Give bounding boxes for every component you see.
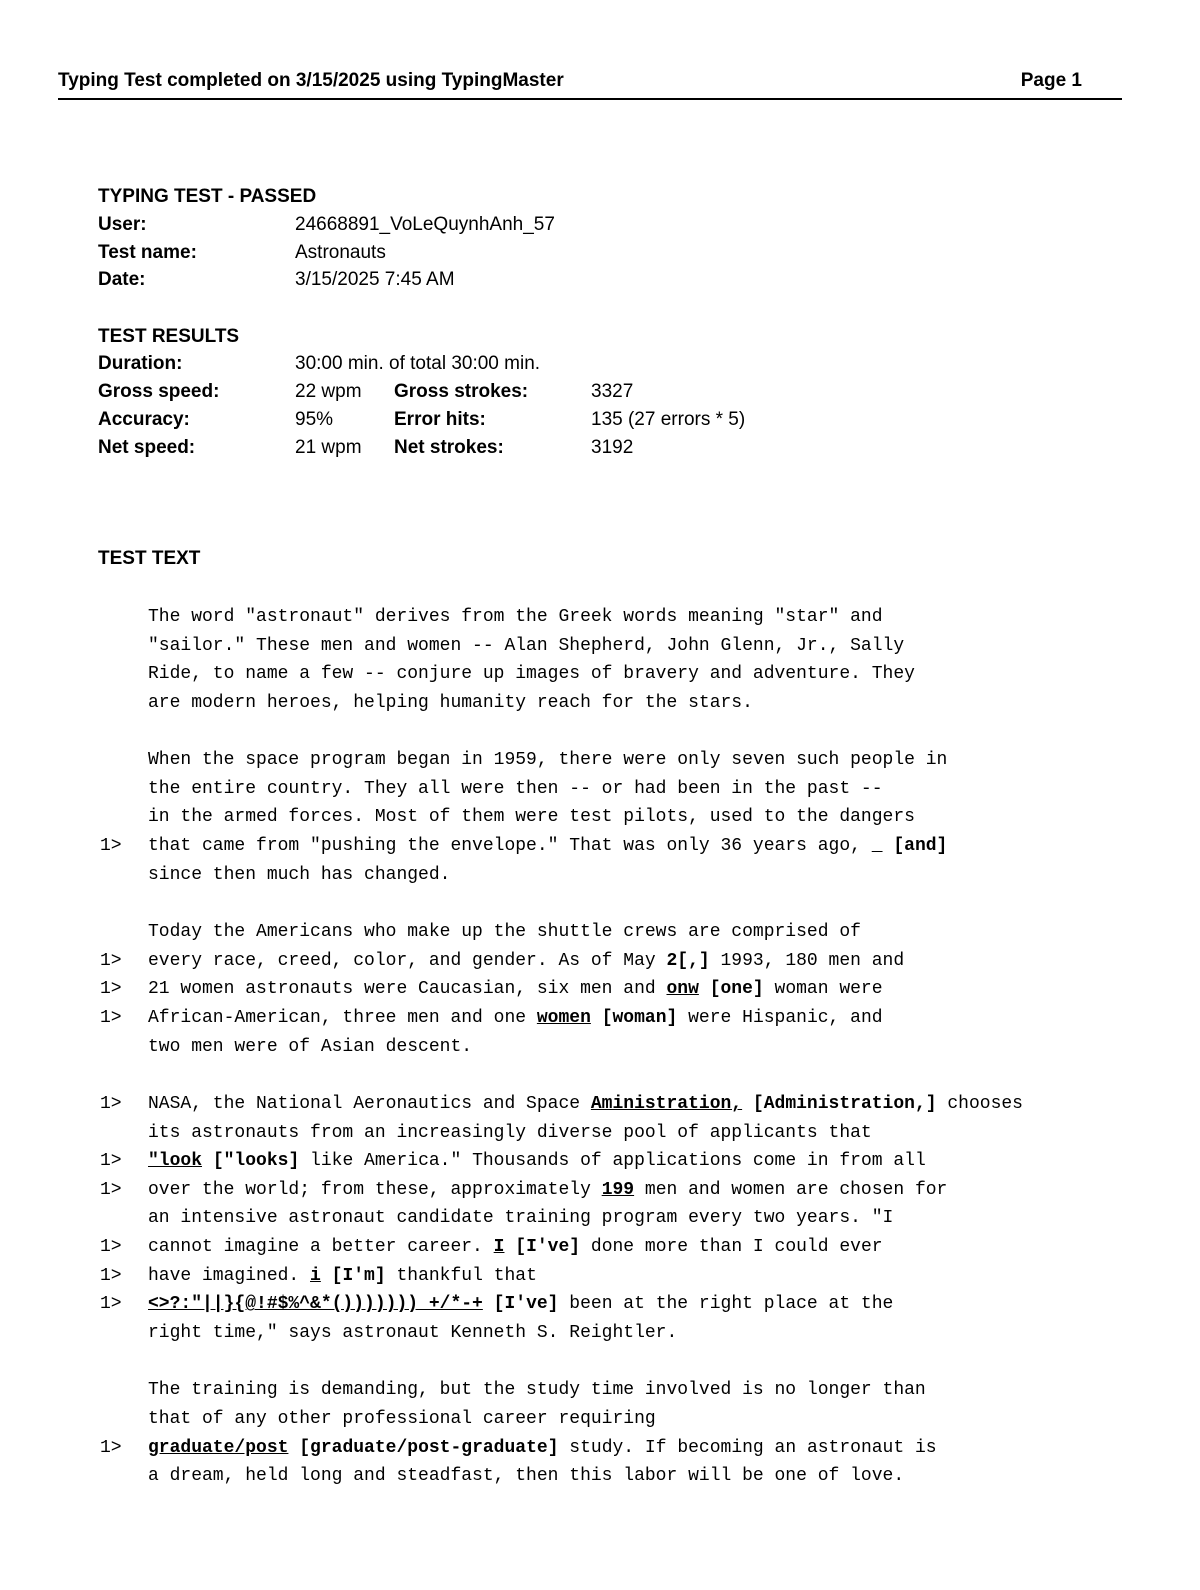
line-text (148, 689, 753, 718)
text-segment: 21 women astronauts were Caucasian, six men and (148, 979, 667, 1000)
text-line (0, 1033, 1200, 1062)
text-segment: every race, creed, color, and gender. As of May (148, 950, 667, 971)
accuracy-label: Accuracy: (98, 409, 190, 430)
accuracy-value: 95% (295, 409, 334, 430)
line-text (148, 775, 883, 804)
correct-text: [one] (709, 979, 764, 1000)
text-segment: The word "astronaut" derives from the Greek words meaning "star" and (148, 607, 883, 627)
text-segment: in the armed forces. Most of them were test pilots, used to the dangers (148, 807, 915, 828)
gross-strokes-value: 3327 (591, 381, 634, 402)
text-segment: African-American, three men and one (148, 1007, 537, 1028)
typed-error: onw (666, 979, 699, 1000)
line-text (148, 1319, 677, 1348)
text-line (0, 1319, 1200, 1348)
typed-error: 199 (601, 1179, 635, 1200)
line-text (148, 632, 904, 661)
line-text (148, 918, 861, 947)
line-text (148, 975, 883, 1004)
text-segment: like America." Thousands of applications come in from all (299, 1151, 926, 1172)
typed-error (872, 836, 883, 856)
line-text (148, 1119, 872, 1148)
text-line (0, 1090, 1200, 1119)
text-line (0, 632, 1200, 661)
net-strokes-value: 3192 (591, 437, 634, 458)
correct-text: ["looks] (212, 1151, 300, 1172)
text-line (0, 947, 1200, 976)
text-segment: have imagined. (148, 1265, 311, 1286)
line-text (148, 803, 915, 832)
text-segment: since then much has changed. (148, 864, 451, 885)
error-marker: 1> (100, 1093, 122, 1114)
text-segment: When the space program began in 1959, there were only seven such people in (148, 750, 948, 771)
text-line (0, 1004, 1200, 1033)
text-segment: study. If becoming an astronaut is (558, 1437, 937, 1458)
line-text (148, 1176, 947, 1205)
duration-label: Duration: (98, 353, 183, 374)
text-segment: cannot imagine a better career. (148, 1237, 494, 1258)
error-marker: 1> (100, 1237, 122, 1258)
text-segment: woman were (763, 979, 883, 1000)
test-text-title: TEST TEXT (98, 548, 201, 569)
line-text (148, 1462, 904, 1491)
line-text (148, 1233, 883, 1262)
text-segment: thankful that (385, 1265, 537, 1286)
error-marker: 1> (100, 950, 122, 971)
line-text (148, 1147, 926, 1176)
correct-text: [and] (893, 836, 948, 857)
page-number: Page 1 (1020, 70, 1082, 91)
line-text (148, 1090, 1023, 1119)
correct-text: [graduate/post-graduate] (299, 1437, 559, 1458)
paragraph-gap (0, 889, 1200, 918)
text-line (0, 660, 1200, 689)
paragraph-gap (0, 1061, 1200, 1090)
date-value: 3/15/2025 7:45 AM (295, 269, 455, 290)
test-status-title: TYPING TEST - PASSED (98, 186, 317, 207)
text-line (0, 1462, 1200, 1491)
paragraph-gap (0, 718, 1200, 747)
text-segment: an intensive astronaut candidate training program every two years. "I (148, 1208, 894, 1229)
error-marker: 1> (100, 1294, 122, 1315)
gross-strokes-label: Gross strokes: (394, 381, 529, 402)
test-name-value: Astronauts (295, 242, 386, 263)
text-line (0, 1405, 1200, 1434)
text-segment (591, 1008, 602, 1028)
error-marker: 1> (100, 1265, 122, 1286)
text-line (0, 975, 1200, 1004)
text-line (0, 1233, 1200, 1262)
text-segment: a dream, held long and steadfast, then this labor will be one of love. (148, 1466, 905, 1487)
typed-error: i (310, 1265, 321, 1286)
typed-error: graduate/post (148, 1437, 289, 1458)
text-line (0, 1290, 1200, 1319)
error-hits-label: Error hits: (394, 409, 486, 430)
error-marker: 1> (100, 979, 122, 1000)
text-segment: its astronauts from an increasingly diverse pool of applicants that (148, 1122, 872, 1143)
test-text-body (0, 603, 1200, 1491)
error-marker: 1> (100, 1151, 122, 1172)
typed-error: women (536, 1007, 591, 1028)
text-segment (883, 836, 894, 856)
text-line (0, 918, 1200, 947)
page-header (58, 70, 1122, 100)
text-segment: "sailor." These men and women -- Alan Shepherd, John Glenn, Jr., Sally (148, 635, 905, 656)
text-segment: done more than I could ever (580, 1237, 883, 1258)
correct-text: [woman] (601, 1007, 678, 1028)
text-segment: were Hispanic, and (677, 1007, 883, 1028)
text-line (0, 1434, 1200, 1463)
text-line (0, 746, 1200, 775)
text-line (0, 861, 1200, 890)
typed-error: <>?:"||}{@!#$%^&*())))))) +/*-+ (148, 1294, 483, 1315)
error-marker: 1> (100, 1007, 122, 1028)
text-segment: two men were of Asian descent. (148, 1036, 473, 1057)
line-text (148, 746, 947, 775)
text-line (0, 1204, 1200, 1233)
text-segment: over the world; from these, approximately (148, 1179, 602, 1200)
text-segment (202, 1151, 213, 1171)
text-line (0, 775, 1200, 804)
gross-speed-value: 22 wpm (295, 381, 362, 402)
correct-text: 2[,] (666, 950, 710, 971)
text-segment: been at the right place at the (558, 1294, 894, 1315)
error-hits-value: 135 (27 errors * 5) (591, 409, 746, 430)
text-line (0, 1147, 1200, 1176)
line-text (148, 832, 947, 861)
text-segment (288, 1438, 299, 1458)
text-segment: the entire country. They all were then -- or had been in the past -- (148, 778, 883, 799)
text-segment: right time," says astronaut Kenneth S. Reightler. (148, 1323, 678, 1344)
line-text (148, 603, 883, 632)
text-segment: that came from "pushing the envelope." That was only 36 years ago, (148, 836, 872, 857)
text-line (0, 689, 1200, 718)
date-label: Date: (98, 269, 146, 290)
line-text (148, 1033, 472, 1062)
correct-text: [I've] (493, 1294, 559, 1315)
text-line (0, 1376, 1200, 1405)
text-line (0, 603, 1200, 632)
net-strokes-label: Net strokes: (394, 437, 504, 458)
text-segment: chooses (936, 1093, 1023, 1114)
text-segment: men and women are chosen for (634, 1179, 948, 1200)
correct-text: [I've] (515, 1237, 581, 1258)
text-segment: 1993, 180 men and (709, 950, 905, 971)
duration-value: 30:00 min. of total 30:00 min. (295, 353, 541, 374)
text-segment: Today the Americans who make up the shuttle crews are comprised of (148, 922, 861, 943)
line-text (148, 660, 915, 689)
text-line (0, 1119, 1200, 1148)
line-text (148, 1376, 926, 1405)
text-segment: NASA, the National Aeronautics and Space (148, 1093, 591, 1114)
error-marker: 1> (100, 836, 122, 857)
correct-text: [I'm] (331, 1265, 386, 1286)
text-line (0, 832, 1200, 861)
line-text (148, 1290, 893, 1319)
text-segment: The training is demanding, but the study time involved is no longer than (148, 1380, 926, 1401)
text-line (0, 1262, 1200, 1291)
text-line (0, 1176, 1200, 1205)
text-segment (321, 1266, 332, 1286)
typed-error: Aministration, (590, 1093, 743, 1114)
error-marker: 1> (100, 1179, 122, 1200)
paragraph-gap (0, 1348, 1200, 1377)
line-text (148, 1004, 883, 1033)
typed-error: "look (148, 1151, 203, 1172)
line-text (148, 1405, 656, 1434)
test-results-title: TEST RESULTS (98, 326, 240, 347)
text-segment (483, 1294, 494, 1314)
text-segment (504, 1237, 515, 1257)
gross-speed-label: Gross speed: (98, 381, 220, 402)
text-segment: are modern heroes, helping humanity reach for the stars. (148, 692, 753, 713)
report-title: Typing Test completed on 3/15/2025 using TypingMaster (58, 70, 564, 91)
text-line (0, 803, 1200, 832)
line-text (148, 1204, 893, 1233)
correct-text: [Administration,] (752, 1093, 937, 1114)
line-text (148, 1434, 937, 1463)
line-text (148, 861, 450, 890)
test-name-label: Test name: (98, 242, 197, 263)
error-marker: 1> (100, 1437, 122, 1458)
text-segment: that of any other professional career requiring (148, 1408, 656, 1429)
text-segment (742, 1094, 753, 1114)
text-segment: Ride, to name a few -- conjure up images of bravery and adventure. They (148, 664, 915, 685)
net-speed-value: 21 wpm (295, 437, 362, 458)
typed-error: I (493, 1237, 505, 1258)
user-value: 24668891_VoLeQuynhAnh_57 (295, 214, 555, 235)
line-text (148, 947, 904, 976)
user-label: User: (98, 214, 147, 235)
line-text (148, 1262, 537, 1291)
net-speed-label: Net speed: (98, 437, 196, 458)
text-segment (699, 979, 710, 999)
